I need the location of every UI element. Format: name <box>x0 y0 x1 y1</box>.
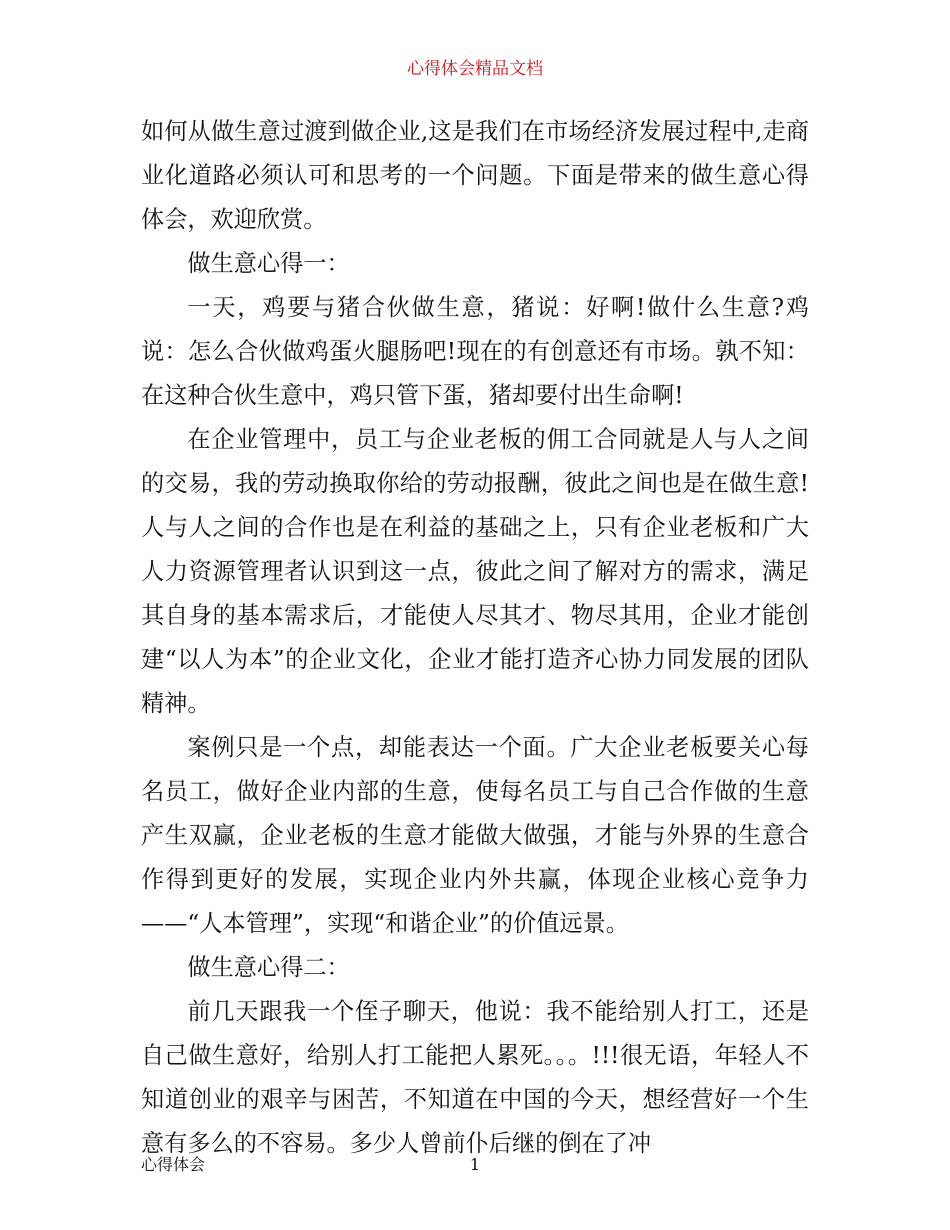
section-heading-two: 做生意心得二： <box>187 954 350 981</box>
paragraph-story: 一天，鸡要与猪合伙做生意，猪说：好啊!做什么生意?鸡说：怎么合伙做鸡蛋火腿肠吧!现在的有创意还有市场。孰不知：在这种合伙生意中，鸡只管下蛋，猪却要付出生命啊! <box>141 294 809 409</box>
section-heading-one: 做生意心得一： <box>187 250 350 277</box>
page-number: 1 <box>469 1155 481 1174</box>
paragraph-case: 案例只是一个点，却能表达一个面。广大企业老板要关心每名员工，做好企业内部的生意，使每名员工与自己合作做的生意产生双赢，企业老板的生意才能做大做强，才能与外界的生意合作得到更好的发展，实现企业内外共赢，体现企业核心竞争力——“人本管理”，实现“和谐企业”的价值远景。 <box>141 734 809 937</box>
header-title: 心得体会精品文档 <box>407 59 543 79</box>
paragraph-nephew: 前几天跟我一个侄子聊天，他说：我不能给别人打工，还是自己做生意好，给别人打工能把人累死。。。!!!很无语，年轻人不知道创业的艰辛与困苦，不知道在中国的今天，想经营好一个生意有多么的不容易。多少人曾前仆后继的倒在了冲 <box>141 998 809 1157</box>
document-body <box>141 110 809 1166</box>
paragraph-intro: 如何从做生意过渡到做企业,这是我们在市场经济发展过程中,走商业化道路必须认可和思考的一个问题。下面是带来的做生意心得体会，欢迎欣赏。 <box>141 118 809 233</box>
paragraph-management: 在企业管理中，员工与企业老板的佣工合同就是人与人之间的交易，我的劳动换取你给的劳动报酬，彼此之间也是在做生意!人与人之间的合作也是在利益的基础之上，只有企业老板和广大人力资源管理者认识到这一点，彼此之间了解对方的需求，满足其自身的基本需求后，才能使人尽其才、物尽其用，企业才能创建“以人为本”的企业文化，企业才能打造齐心协力同发展的团队精神。 <box>141 426 809 717</box>
footer-label: 心得体会 <box>141 1155 206 1174</box>
